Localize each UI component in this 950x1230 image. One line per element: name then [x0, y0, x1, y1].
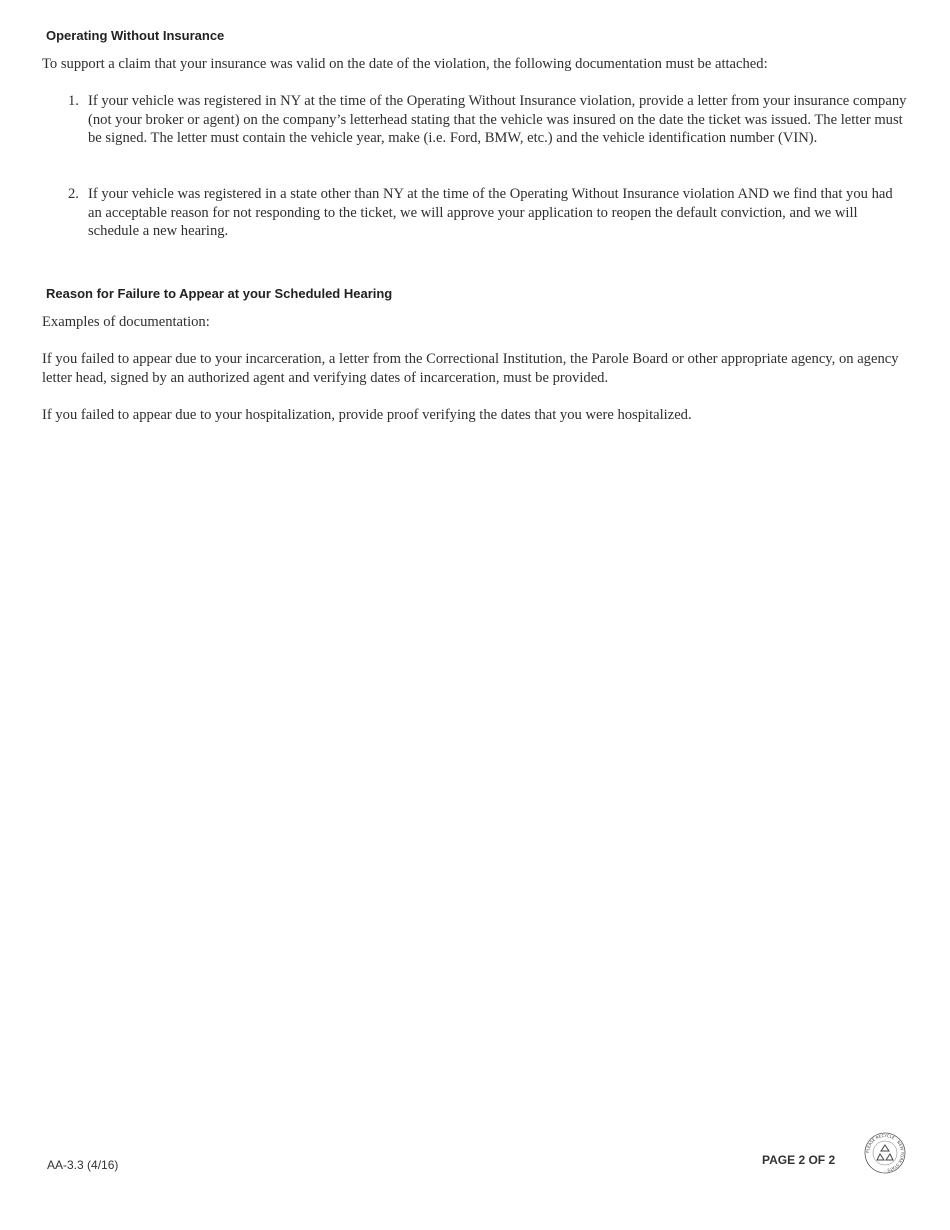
- hospitalization-paragraph: If you failed to appear due to your hospitalization, provide proof verifying the dates that you were hospitalized.: [42, 407, 692, 423]
- page-number: PAGE 2 OF 2: [762, 1153, 836, 1167]
- intro-paragraph: To support a claim that your insurance was valid on the date of the violation, the following documentation must be attached:: [42, 56, 768, 72]
- section-heading-failure-to-appear: Reason for Failure to Appear at your Scheduled Hearing: [46, 286, 393, 301]
- form-code: AA-3.3 (4/16): [47, 1158, 119, 1172]
- examples-label: Examples of documentation:: [42, 314, 210, 330]
- list-number: 1.: [68, 93, 79, 109]
- list-item: [62, 92, 910, 148]
- recycle-seal-icon: [864, 1132, 906, 1174]
- svg-text:PLEASE RECYCLE · NEW YORK STAT: PLEASE RECYCLE · NEW YORK STATE ·: [864, 1132, 906, 1174]
- list-item: [62, 185, 910, 241]
- list-number: 2.: [68, 186, 79, 202]
- incarceration-paragraph: If you failed to appear due to your incarceration, a letter from the Correctional Institution, the Parole Board or other appropriate agency, on agency letter head, signed by an authorized agent and verifying dates of incarceration, must be provided.: [42, 351, 899, 386]
- section-heading-insurance: Operating Without Insurance: [46, 28, 225, 43]
- list-item-text: If your vehicle was registered in a state other than NY at the time of the Operating Without Insurance violation AND we find that you had an acceptable reason for not responding to the ticket, we will approve your application to reopen the default conviction, and we will schedule a new hearing.: [88, 186, 893, 239]
- list-item-text: If your vehicle was registered in NY at the time of the Operating Without Insurance violation, provide a letter from your insurance company (not your broker or agent) on the company’s letterhead stating that the vehicle was insured on the date the ticket was issued. The letter must be signed. The letter must contain the vehicle year, make (i.e. Ford, BMW, etc.) and the vehicle identification number (VIN).: [88, 93, 907, 146]
